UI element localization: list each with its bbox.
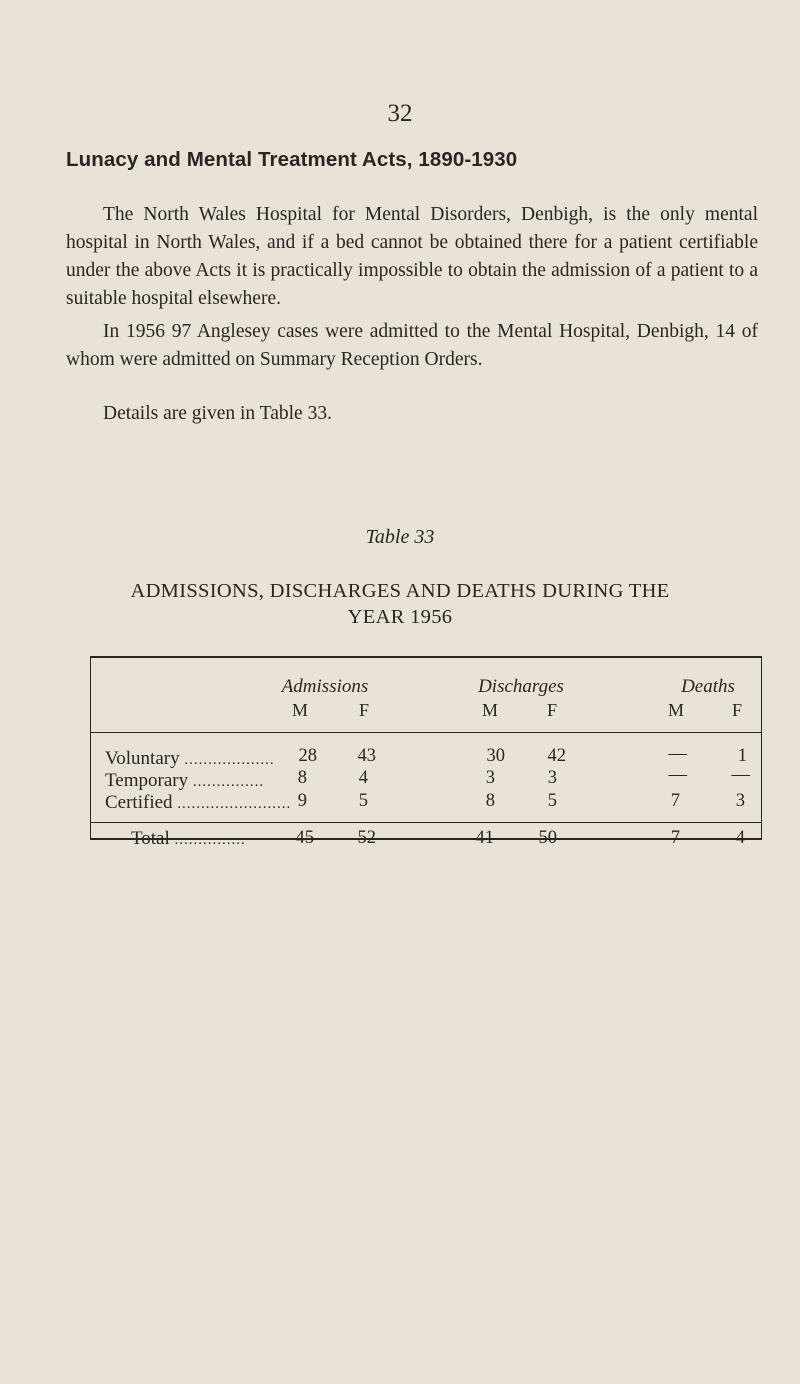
row-label-voluntary: Voluntary ...................	[105, 748, 275, 769]
cell-voluntary-discharges-m: 30	[486, 746, 505, 766]
row-label-total: Total ...............	[131, 828, 246, 849]
cell-voluntary-deaths-f: 1	[737, 746, 747, 766]
table-title-line-1: ADMISSIONS, DISCHARGES AND DEATHS DURING THE	[130, 580, 670, 602]
cell-total-admissions-f: 52	[357, 828, 376, 848]
paragraph-1: The North Wales Hospital for Mental Disorders, Denbigh, is the only mental hospital in North Wales, and if a bed cannot be obtained there for a patient certifiable under the above Acts it is practically impossible to obtain the admission of a patient to a suitable hospital elsewhere.	[66, 204, 758, 309]
cell-voluntary-admissions-m: 28	[298, 746, 317, 766]
cell-certified-admissions-m: 9	[297, 791, 307, 811]
cell-total-deaths-m: 7	[670, 828, 680, 848]
header-rule	[91, 732, 761, 733]
cell-voluntary-deaths-m: —	[668, 744, 687, 764]
cell-temporary-discharges-m: 3	[485, 768, 495, 788]
cell-certified-deaths-m: 7	[670, 791, 680, 811]
cell-total-deaths-f: 4	[735, 828, 745, 848]
cell-voluntary-admissions-f: 43	[357, 746, 376, 766]
cell-certified-admissions-f: 5	[358, 791, 368, 811]
section-heading: Lunacy and Mental Treatment Acts, 1890-1930	[66, 148, 518, 171]
cell-temporary-deaths-m: —	[668, 765, 687, 785]
table-label: Table 33	[365, 526, 435, 548]
row-label-certified: Certified ........................	[105, 792, 292, 813]
cell-certified-discharges-f: 5	[547, 791, 557, 811]
header-deaths: Deaths	[681, 676, 735, 697]
cell-total-admissions-m: 45	[295, 828, 314, 848]
paragraph-3: Details are given in Table 33.	[103, 403, 332, 424]
paragraph-2: In 1956 97 Anglesey cases were admitted to the Mental Hospital, Denbigh, 14 of whom were admitted on Summary Reception Orders.	[66, 321, 758, 370]
subheader-discharges-f: F	[546, 700, 557, 720]
subheader-admissions-f: F	[358, 700, 369, 720]
data-table	[90, 656, 762, 849]
subheader-admissions-m: M	[291, 700, 308, 720]
subheader-deaths-f: F	[731, 700, 742, 720]
cell-temporary-discharges-f: 3	[547, 768, 557, 788]
table-title-line-2: YEAR 1956	[347, 606, 453, 628]
header-discharges: Discharges	[478, 676, 564, 697]
cell-temporary-admissions-m: 8	[297, 768, 307, 788]
cell-certified-deaths-f: 3	[735, 791, 745, 811]
cell-temporary-admissions-f: 4	[358, 768, 368, 788]
cell-certified-discharges-m: 8	[485, 791, 495, 811]
row-label-temporary: Temporary ...............	[105, 770, 265, 791]
subheader-discharges-m: M	[481, 700, 498, 720]
header-admissions: Admissions	[281, 676, 369, 697]
cell-total-discharges-f: 50	[538, 828, 557, 848]
cell-total-discharges-m: 41	[475, 828, 494, 848]
cell-temporary-deaths-f: —	[731, 765, 750, 785]
subheader-deaths-m: M	[667, 700, 684, 720]
cell-voluntary-discharges-f: 42	[547, 746, 566, 766]
total-rule	[91, 822, 761, 823]
page-number: 32	[387, 100, 413, 127]
table-title	[40, 578, 760, 630]
